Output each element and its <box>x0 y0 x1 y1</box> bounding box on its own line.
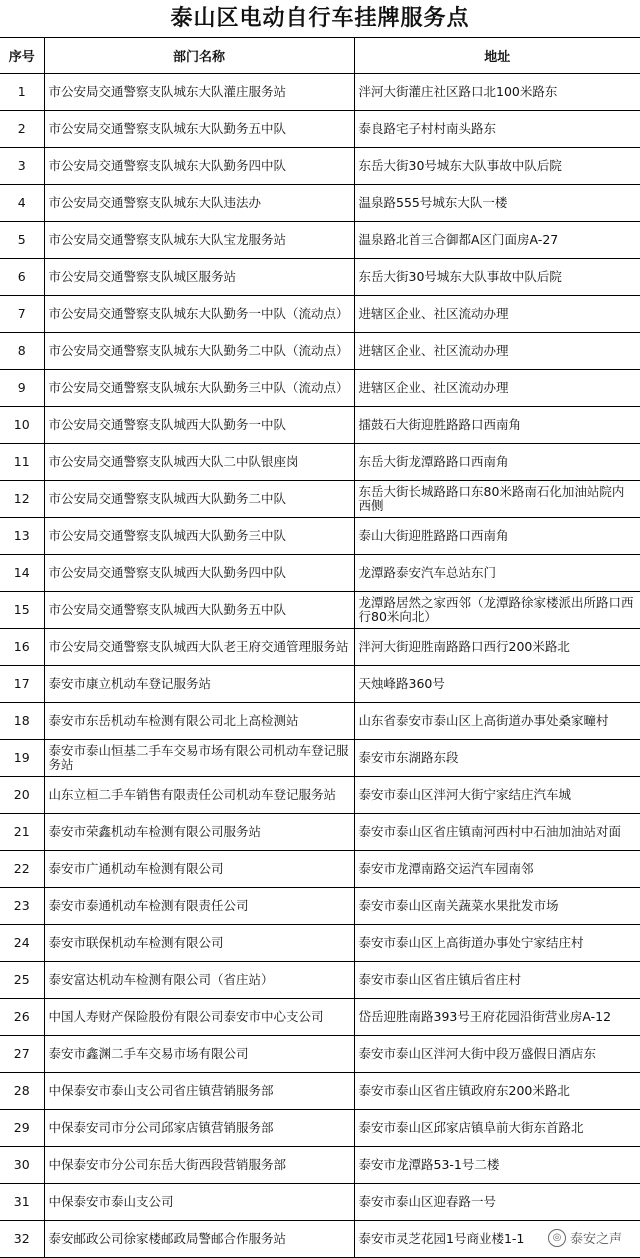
row-number: 7 <box>0 296 44 333</box>
row-name: 市公安局交通警察支队城西大队勤务五中队 <box>44 592 354 629</box>
row-number: 31 <box>0 1184 44 1221</box>
table-row <box>0 259 640 296</box>
table-row <box>0 222 640 259</box>
table-row <box>0 148 640 185</box>
row-name: 泰安市鑫渊二手车交易市场有限公司 <box>44 1036 354 1073</box>
row-name: 市公安局交通警察支队城西大队老王府交通管理服务站 <box>44 629 354 666</box>
table-row <box>0 888 640 925</box>
row-address: 泰安市泰山区省庄镇后省庄村 <box>354 962 640 999</box>
row-address: 泰山大街迎胜路路口西南角 <box>354 518 640 555</box>
row-name: 市公安局交通警察支队城西大队勤务四中队 <box>44 555 354 592</box>
row-number: 19 <box>0 740 44 777</box>
row-number: 3 <box>0 148 44 185</box>
row-name: 泰安市东岳机动车检测有限公司北上高检测站 <box>44 703 354 740</box>
row-number: 26 <box>0 999 44 1036</box>
table-row <box>0 333 640 370</box>
row-name: 市公安局交通警察支队城东大队勤务五中队 <box>44 111 354 148</box>
row-name: 市公安局交通警察支队城东大队勤务二中队（流动点） <box>44 333 354 370</box>
row-number: 6 <box>0 259 44 296</box>
table-row <box>0 185 640 222</box>
row-address: 泰安市龙潭路53-1号二楼 <box>354 1147 640 1184</box>
row-number: 4 <box>0 185 44 222</box>
row-number: 11 <box>0 444 44 481</box>
table-row <box>0 1110 640 1147</box>
table-row <box>0 407 640 444</box>
row-address: 泰安市泰山区南关蔬菜水果批发市场 <box>354 888 640 925</box>
row-address: 泰安市泰山区省庄镇政府东200米路北 <box>354 1073 640 1110</box>
account-icon: ◎ <box>548 1229 566 1247</box>
row-number: 2 <box>0 111 44 148</box>
row-address: 山东省泰安市泰山区上高街道办事处桑家疃村 <box>354 703 640 740</box>
table-row <box>0 740 640 777</box>
row-number: 18 <box>0 703 44 740</box>
row-address: 温泉路北首三合御都A区门面房A-27 <box>354 222 640 259</box>
row-number: 27 <box>0 1036 44 1073</box>
watermark-text: 泰安之声 <box>569 1232 622 1247</box>
row-address: 岱岳迎胜南路393号王府花园沿街营业房A-12 <box>354 999 640 1036</box>
row-number: 28 <box>0 1073 44 1110</box>
row-number: 13 <box>0 518 44 555</box>
row-name: 市公安局交通警察支队城东大队勤务一中队（流动点） <box>44 296 354 333</box>
row-number: 25 <box>0 962 44 999</box>
row-number: 5 <box>0 222 44 259</box>
row-number: 15 <box>0 592 44 629</box>
table-row <box>0 592 640 629</box>
row-address: 东岳大街长城路路口东80米路南石化加油站院内西侧 <box>354 481 640 518</box>
row-address: 泰安市灵芝花园1号商业楼1-1 <box>354 1221 640 1258</box>
row-name: 市公安局交通警察支队城西大队勤务一中队 <box>44 407 354 444</box>
row-name: 市公安局交通警察支队城区服务站 <box>44 259 354 296</box>
row-address: 泰安市泰山区迎春路一号 <box>354 1184 640 1221</box>
row-number: 9 <box>0 370 44 407</box>
row-name: 泰安市广通机动车检测有限公司 <box>44 851 354 888</box>
table-row <box>0 666 640 703</box>
row-number: 10 <box>0 407 44 444</box>
row-number: 8 <box>0 333 44 370</box>
row-name: 市公安局交通警察支队城东大队违法办 <box>44 185 354 222</box>
row-address: 泰安市泰山区泮河大街宁家结庄汽车城 <box>354 777 640 814</box>
table-row <box>0 1036 640 1073</box>
row-number: 32 <box>0 1221 44 1258</box>
row-address: 天烛峰路360号 <box>354 666 640 703</box>
table-row <box>0 703 640 740</box>
table-row <box>0 777 640 814</box>
row-name: 市公安局交通警察支队城东大队勤务四中队 <box>44 148 354 185</box>
row-name: 中保泰安市分公司东岳大街西段营销服务部 <box>44 1147 354 1184</box>
row-name: 泰安市荣鑫机动车检测有限公司服务站 <box>44 814 354 851</box>
row-name: 泰安市泰通机动车检测有限责任公司 <box>44 888 354 925</box>
row-name: 中保泰安市泰山支公司 <box>44 1184 354 1221</box>
header-name: 部门名称 <box>44 38 354 74</box>
row-address: 进辖区企业、社区流动办理 <box>354 370 640 407</box>
row-name: 泰安市泰山恒基二手车交易市场有限公司机动车登记服务站 <box>44 740 354 777</box>
table-row <box>0 555 640 592</box>
row-address: 温泉路555号城东大队一楼 <box>354 185 640 222</box>
row-address: 泰安市东湖路东段 <box>354 740 640 777</box>
header-address: 地址 <box>354 38 640 74</box>
table-row <box>0 518 640 555</box>
row-number: 17 <box>0 666 44 703</box>
row-address: 东岳大街龙潭路路口西南角 <box>354 444 640 481</box>
row-address: 进辖区企业、社区流动办理 <box>354 296 640 333</box>
table-row <box>0 481 640 518</box>
row-number: 16 <box>0 629 44 666</box>
row-address: 泰安市泰山区邱家店镇阜前大街东首路北 <box>354 1110 640 1147</box>
row-number: 23 <box>0 888 44 925</box>
row-number: 24 <box>0 925 44 962</box>
row-name: 市公安局交通警察支队城东大队勤务三中队（流动点） <box>44 370 354 407</box>
row-address: 泮河大街迎胜南路路口西行200米路北 <box>354 629 640 666</box>
row-address: 龙潭路居然之家西邻（龙潭路徐家楼派出所路口西行80米向北） <box>354 592 640 629</box>
row-address: 泰安市龙潭南路交运汽车园南邻 <box>354 851 640 888</box>
row-number: 22 <box>0 851 44 888</box>
row-address: 泰安市泰山区上高街道办事处宁家结庄村 <box>354 925 640 962</box>
table-row <box>0 444 640 481</box>
page-title: 泰山区电动自行车挂牌服务点 <box>0 0 640 38</box>
row-name: 市公安局交通警察支队城东大队宝龙服务站 <box>44 222 354 259</box>
row-name: 泰安邮政公司徐家楼邮政局警邮合作服务站 <box>44 1221 354 1258</box>
row-number: 1 <box>0 74 44 111</box>
table-row <box>0 962 640 999</box>
table-row <box>0 1221 640 1258</box>
row-name: 泰安富达机动车检测有限公司（省庄站） <box>44 962 354 999</box>
table-header-row <box>0 38 640 74</box>
table-row <box>0 925 640 962</box>
table-row <box>0 814 640 851</box>
row-number: 14 <box>0 555 44 592</box>
row-address: 东岳大街30号城东大队事故中队后院 <box>354 148 640 185</box>
row-name: 市公安局交通警察支队城西大队二中队银座岗 <box>44 444 354 481</box>
table-row <box>0 629 640 666</box>
row-number: 30 <box>0 1147 44 1184</box>
table-row <box>0 851 640 888</box>
row-name: 中保泰安司市分公司邱家店镇营销服务部 <box>44 1110 354 1147</box>
row-number: 29 <box>0 1110 44 1147</box>
table-body <box>0 74 640 1258</box>
row-number: 21 <box>0 814 44 851</box>
table-row <box>0 111 640 148</box>
row-name: 泰安市康立机动车登记服务站 <box>44 666 354 703</box>
row-address: 泮河大街灌庄社区路口北100米路东 <box>354 74 640 111</box>
row-address: 泰安市泰山区泮河大街中段万盛假日酒店东 <box>354 1036 640 1073</box>
service-point-table <box>0 38 640 1258</box>
table-row <box>0 999 640 1036</box>
row-number: 20 <box>0 777 44 814</box>
row-number: 12 <box>0 481 44 518</box>
row-name: 市公安局交通警察支队城西大队勤务三中队 <box>44 518 354 555</box>
watermark <box>548 1228 622 1247</box>
row-address: 擂鼓石大街迎胜路路口西南角 <box>354 407 640 444</box>
table-row <box>0 1184 640 1221</box>
table-row <box>0 1073 640 1110</box>
row-name: 中国人寿财产保险股份有限公司泰安市中心支公司 <box>44 999 354 1036</box>
row-address: 龙潭路泰安汽车总站东门 <box>354 555 640 592</box>
row-name: 中保泰安市泰山支公司省庄镇营销服务部 <box>44 1073 354 1110</box>
table-row <box>0 74 640 111</box>
table-row <box>0 296 640 333</box>
row-address: 泰良路宅子村村南头路东 <box>354 111 640 148</box>
row-name: 市公安局交通警察支队城西大队勤务二中队 <box>44 481 354 518</box>
table-row <box>0 1147 640 1184</box>
row-address: 进辖区企业、社区流动办理 <box>354 333 640 370</box>
row-name: 泰安市联保机动车检测有限公司 <box>44 925 354 962</box>
header-no: 序号 <box>0 38 44 74</box>
table-row <box>0 370 640 407</box>
row-name: 山东立桓二手车销售有限责任公司机动车登记服务站 <box>44 777 354 814</box>
row-address: 泰安市泰山区省庄镇南河西村中石油加油站对面 <box>354 814 640 851</box>
row-name: 市公安局交通警察支队城东大队灌庄服务站 <box>44 74 354 111</box>
row-address: 东岳大街30号城东大队事故中队后院 <box>354 259 640 296</box>
